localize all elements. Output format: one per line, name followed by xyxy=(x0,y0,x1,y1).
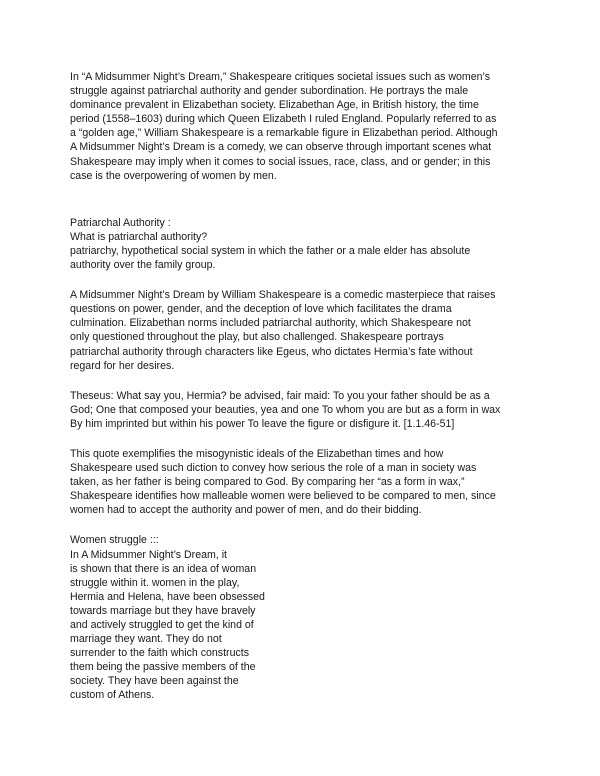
quote-line: By him imprinted but within his power To leave the figure or disfigure it. [1.1.46-51] xyxy=(70,417,455,430)
intro-line: In “A Midsummer Night’s Dream,” Shakespeare critiques societal issues such as women’s xyxy=(70,71,490,83)
section-heading-women: Women struggle ::: xyxy=(70,534,159,547)
patriarchal-definition-line: patriarchy, hypothetical social system in which the father or a male elder has absolute xyxy=(70,244,471,257)
section-heading-patriarchal: Patriarchal Authority : xyxy=(70,216,171,229)
masterpiece-line: A Midsummer Night’s Dream by William Shakespeare is a comedic masterpiece that raises xyxy=(70,289,496,302)
analysis-line: Shakespeare used such diction to convey how serious the role of a man in society was xyxy=(70,462,477,475)
spacer xyxy=(70,517,540,533)
women-line: Hermia and Helena, have been obsessed xyxy=(70,590,265,603)
document-page xyxy=(70,70,540,703)
women-line: and actively struggled to get the kind of xyxy=(70,619,254,631)
masterpiece-line: patriarchal authority through characters like Egeus, who dictates Hermia’s fate without xyxy=(70,345,473,358)
spacer xyxy=(70,373,540,389)
women-line: marriage they want. They do not xyxy=(70,633,222,646)
analysis-line: Shakespeare identifies how malleable women were believed to be compared to men, since xyxy=(70,490,496,503)
masterpiece-paragraph xyxy=(70,288,540,373)
intro-paragraph xyxy=(70,70,540,183)
women-section xyxy=(70,533,540,702)
quote-line: God; One that composed your beauties, yea and one To whom you are but as a form in wax xyxy=(70,403,501,416)
intro-line: case is the overpowering of women by men. xyxy=(70,169,277,182)
spacer xyxy=(70,183,540,216)
spacer xyxy=(70,272,540,288)
intro-line: A Midsummer Night’s Dream is a comedy, we can observe through important scenes what xyxy=(70,141,492,154)
patriarchal-section xyxy=(70,216,540,272)
women-line: surrender to the faith which constructs xyxy=(70,647,250,660)
masterpiece-line: regard for her desires. xyxy=(70,359,175,372)
analysis-paragraph xyxy=(70,447,540,517)
patriarchal-definition-line: authority over the family group. xyxy=(70,259,216,272)
spacer xyxy=(70,431,540,447)
analysis-line: taken, as her father is being compared to God. By comparing her “as a form in wax,” xyxy=(70,476,465,489)
intro-line: Shakespeare may imply when it comes to social issues, race, class, and or gender; in this xyxy=(70,155,491,168)
intro-line: period (1558–1603) during which Queen Elizabeth I ruled England. Popularly referred to as xyxy=(70,113,497,126)
women-line: society. They have been against the xyxy=(70,675,239,688)
masterpiece-line: culmination. Elizabethan norms included patriarchal authority, which Shakespeare not xyxy=(70,317,471,330)
women-line: In A Midsummer Night’s Dream, it xyxy=(70,548,227,561)
analysis-line: women had to accept the authority and power of men, and do their bidding. xyxy=(70,504,422,517)
intro-line: dominance prevalent in Elizabethan society. Elizabethan Age, in British history, the time xyxy=(70,99,479,112)
intro-line: a “golden age,” William Shakespeare is a remarkable figure in Elizabethan period. Although xyxy=(70,127,498,140)
intro-line: struggle against patriarchal authority and gender subordination. He portrays the male xyxy=(70,85,469,98)
masterpiece-line: only questioned throughout the play, but also challenged. Shakespeare portrays xyxy=(70,331,444,344)
patriarchal-question: What is patriarchal authority? xyxy=(70,230,208,243)
women-line: struggle within it. women in the play, xyxy=(70,576,240,589)
women-line: is shown that there is an idea of woman xyxy=(70,562,257,575)
masterpiece-line: questions on power, gender, and the deception of love which facilitates the drama xyxy=(70,303,452,316)
quote-paragraph xyxy=(70,389,540,431)
women-line: them being the passive members of the xyxy=(70,661,256,674)
analysis-line: This quote exemplifies the misogynistic ideals of the Elizabethan times and how xyxy=(70,447,444,460)
quote-line: Theseus: What say you, Hermia? be advised, fair maid: To you your father should be as a xyxy=(70,389,490,402)
women-line: towards marriage but they have bravely xyxy=(70,604,256,617)
women-line: custom of Athens. xyxy=(70,689,155,702)
